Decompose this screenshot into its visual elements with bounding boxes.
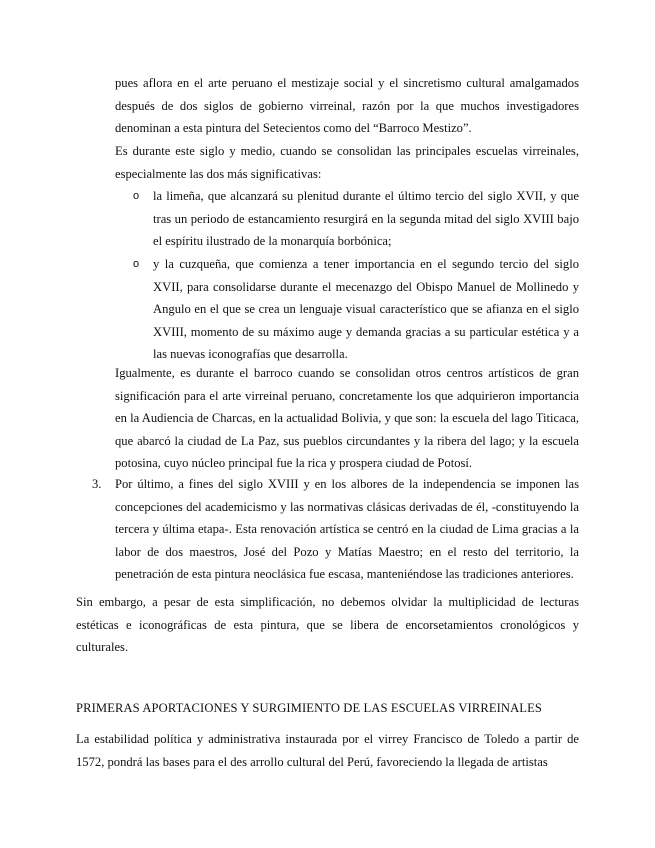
bullet-item-cuzco: y la cuzqueña, que comienza a tener importancia en el segundo tercio del siglo XVII, para consolidarse durante el mecenazgo del Obispo Manuel de Mollinedo y Angulo en el que se crea un lenguaje visual característico que se afianza en el siglo XVIII, momento de su máximo auge y demanda gracias a su particular estética y a las nuevas iconografías que desarrolla. xyxy=(153,257,579,362)
paragraph-schools-intro: Es durante este siglo y medio, cuando se consolidan las principales escuelas virreinales, especialmente las dos más significativas: xyxy=(115,144,579,181)
section-heading: PRIMERAS APORTACIONES Y SURGIMIENTO DE LAS ESCUELAS VIRREINALES xyxy=(76,701,542,715)
list-number-3: 3. xyxy=(92,477,102,491)
paragraph-barroco-mestizo: pues aflora en el arte peruano el mestizaje social y el sincretismo cultural amalgamados después de dos siglos de gobierno virreinal, razón por la que muchos investigadores denominan a esta pintura del Setecientos como del “Barroco Mestizo”. xyxy=(115,76,579,136)
paragraph-other-centres: Igualmente, es durante el barroco cuando se consolidan otros centros artísticos de gran significación para el arte virreinal peruano, concretamente los que adquirieron importancia en la Audiencia de Charcas, en la actualidad Bolivia, y que son: la escuela del lago Titicaca, que abarcó la ciudad de La Paz, sus pueblos circundantes y la ribera del lago; y la escuela potosina, cuyo núcleo principal fue la rica y prospera ciudad de Potosí. xyxy=(115,366,579,471)
bullet-marker: o xyxy=(133,190,140,202)
paragraph-stability: La estabilidad política y administrativa instaurada por el virrey Francisco de Toledo a partir de 1572, pondrá las bases para el des arrollo cultural del Perú, favoreciendo la llegada de artistas xyxy=(76,732,579,769)
list-item-3: Por último, a fines del siglo XVIII y en los albores de la independencia se imponen las concepciones del academicismo y las normativas clásicas derivadas de él, -constituyendo la tercera y última etapa-. Esta renovación artística se centró en la ciudad de Lima gracias a la labor de dos maestros, José del Pozo y Matías Maestro; en el resto del territorio, la penetración de esta pintura neoclásica fue escasa, manteniéndose las tradiciones anteriores. xyxy=(115,477,579,582)
bullet-item-lima: la limeña, que alcanzará su plenitud durante el último tercio del siglo XVII, y que tras un periodo de estancamiento resurgirá en la segunda mitad del siglo XVIII bajo el espíritu ilustrado de la monarquía borbónica; xyxy=(153,189,579,249)
paragraph-however: Sin embargo, a pesar de esta simplificación, no debemos olvidar la multiplicidad de lecturas estéticas e iconográficas de esta pintura, que se libera de encorsetamientos cronológicos y culturales. xyxy=(76,595,579,655)
bullet-marker: o xyxy=(133,258,140,270)
